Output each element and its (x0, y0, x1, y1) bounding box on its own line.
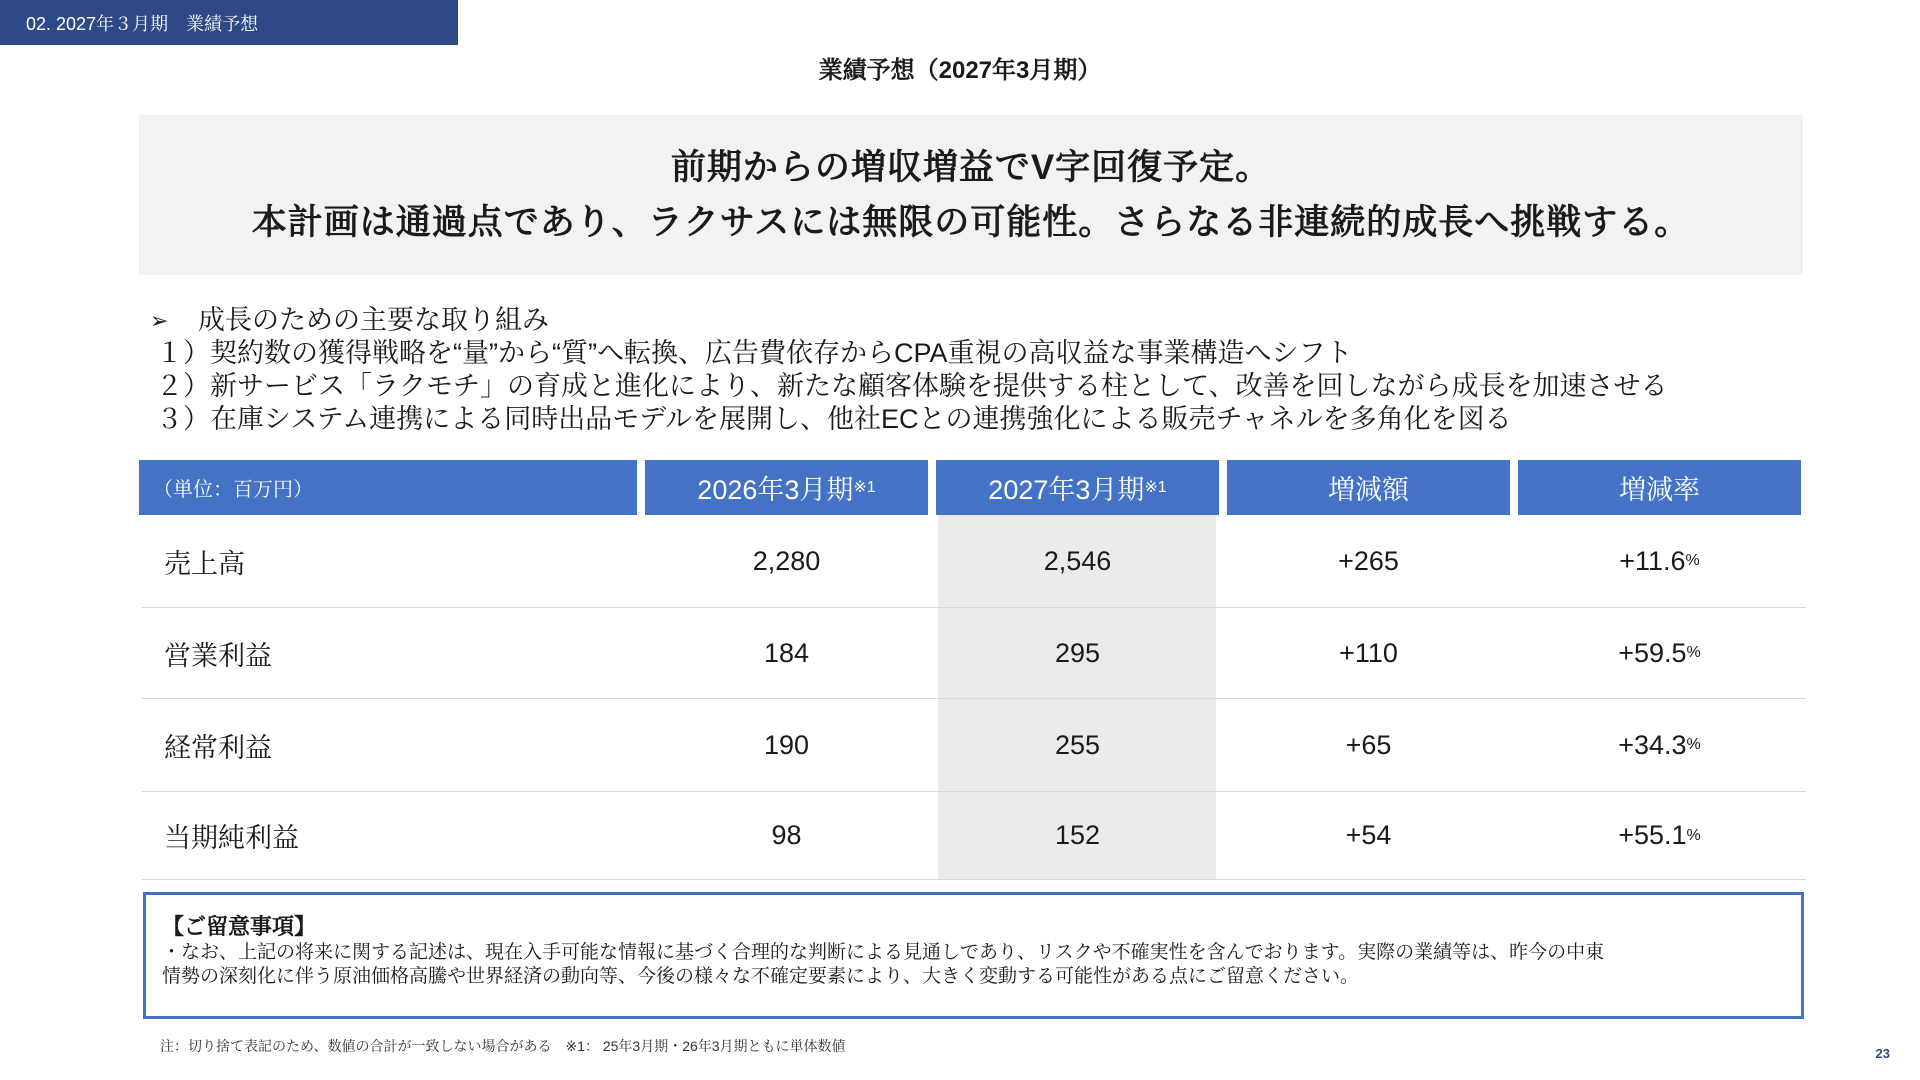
initiative-item-3: ３）在庫システム連携による同時出品モデルを展開し、他社ECとの連携強化による販売チャネルを多角化を図る (156, 404, 1512, 434)
table-unit-header: （単位：百万円） (139, 460, 637, 515)
cell-diff: +65 (1345, 729, 1392, 760)
row-label: 当期純利益 (164, 823, 299, 853)
cell-fy2026: 2,280 (752, 545, 821, 576)
cell-fy2027: 295 (1054, 637, 1101, 668)
cell-rate: +59.5 % (1618, 637, 1701, 668)
section-tab: 02. 2027年３月期 業績予想 (0, 0, 458, 45)
notice-box (143, 892, 1804, 1019)
initiatives-heading (150, 304, 1850, 337)
cell-fy2026: 184 (763, 637, 810, 668)
cell-diff: +54 (1345, 820, 1392, 850)
page-number: 23 (1875, 1046, 1890, 1061)
cell-fy2026: 98 (771, 820, 802, 850)
table-row (142, 699, 1806, 792)
table-row (142, 792, 1806, 880)
footnote: 注：切り捨て表記のため、数値の合計が一致しない場合がある ※1： 25年3月期・26年3月期ともに単体数値 (160, 1038, 846, 1054)
notice-line-1: ・なお、上記の将来に関する記述は、現在入手可能な情報に基づく合理的な判断による見通しであり、リスクや不確実性を含んでおります。実際の業績等は、昨今の中東 (162, 942, 1605, 963)
arrow-bullet-icon: ➢ (150, 308, 169, 333)
cell-fy2027: 152 (1054, 820, 1101, 850)
cell-rate: +55.1 % (1618, 820, 1701, 850)
table-header-diff: 増減額 (1227, 460, 1510, 515)
cell-rate: +34.3 % (1618, 729, 1701, 760)
initiatives-list (150, 304, 1850, 436)
row-label: 経常利益 (164, 732, 272, 763)
cell-diff: +110 (1339, 637, 1398, 668)
cell-fy2027: 2,546 (1043, 545, 1112, 576)
slide-title: 業績予想（2027年3月期） (818, 57, 1102, 84)
table-row (142, 608, 1806, 699)
table-header-fy2026: 2026年3月期 ※1 (645, 460, 928, 515)
initiative-item-2: ２）新サービス「ラクモチ」の育成と進化により、新たな顧客体験を提供する柱として、改善を回しながら成長を加速させる (156, 371, 1668, 401)
cell-fy2026: 190 (763, 729, 810, 760)
row-label: 営業利益 (164, 640, 272, 671)
table-header-rate: 増減率 (1518, 460, 1801, 515)
cell-fy2027: 255 (1054, 729, 1101, 760)
headline-line-2: 本計画は通過点であり、ラクサスには無限の可能性。さらなる非連続的成長へ挑戦する。 (251, 203, 1691, 242)
notice-title: 【ご留意事項】 (162, 914, 317, 939)
notice-line-2: 情勢の深刻化に伴う原油価格高騰や世界経済の動向等、今後の様々な不確定要素により、大きく変動する可能性がある点にご留意ください。 (162, 966, 1360, 987)
initiative-item-1: １）契約数の獲得戦略を“量”から“質”へ転換、広告費依存からCPA重視の高収益な事業構造へシフト (156, 338, 1353, 368)
cell-diff: +265 (1338, 545, 1399, 576)
table-header-fy2027: 2027年3月期 ※1 (936, 460, 1219, 515)
initiatives-heading-text: 成長のための主要な取り組み (198, 305, 549, 335)
table-row (142, 515, 1806, 608)
headline-box (139, 115, 1803, 275)
headline-line-1: 前期からの増収増益でV字回復予定。 (670, 148, 1272, 187)
forecast-table (139, 460, 1809, 880)
cell-rate: +11.6 % (1619, 545, 1700, 576)
row-label: 売上高 (164, 548, 245, 579)
